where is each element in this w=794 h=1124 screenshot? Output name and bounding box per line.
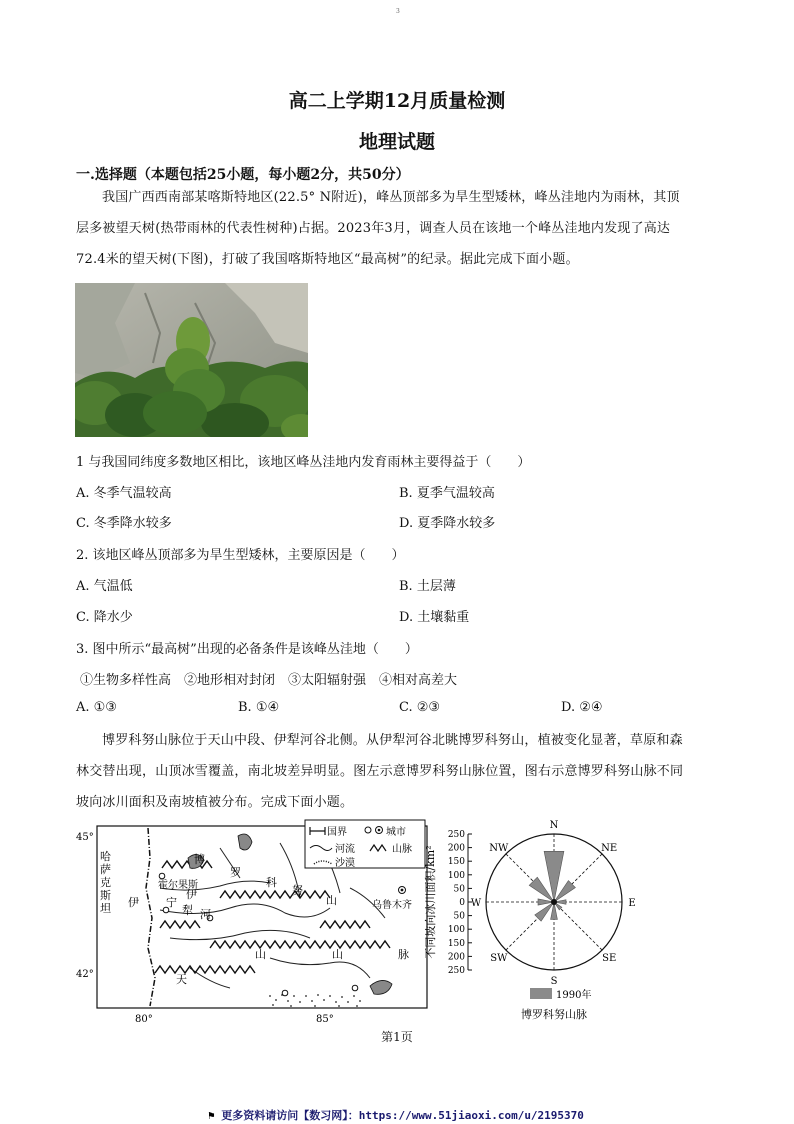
karst-forest-photo bbox=[75, 283, 308, 437]
question-2-stem: 2. 该地区峰丛顶部多为旱生型矮林，主要原因是（ ） bbox=[76, 548, 405, 563]
legend-river-label: 河流 bbox=[335, 844, 355, 855]
rose-tick-label: 0 bbox=[459, 898, 465, 908]
rose-tick-label: 100 bbox=[447, 870, 465, 881]
rose-tick-label: 50 bbox=[453, 911, 465, 922]
rose-y-axis bbox=[448, 830, 472, 976]
label-yining: 宁 bbox=[166, 896, 177, 909]
rose-direction-s: S bbox=[550, 976, 558, 987]
legend-desert-label: 沙漠 bbox=[335, 858, 355, 869]
rose-direction-se: SE bbox=[602, 953, 617, 965]
label-range: 罗 bbox=[230, 866, 241, 879]
question-3-option-b[interactable]: B. ①④ bbox=[238, 700, 280, 715]
legend-border-label: 国界 bbox=[327, 827, 347, 838]
passage-2-line: 博罗科努山脉位于天山中段、伊犁河谷北侧。从伊犁河谷北眺博罗科努山，植被变化显著，草原和森 bbox=[102, 733, 683, 748]
rose-direction-nw: NW bbox=[489, 842, 509, 854]
label-kazakhstan: 坦 bbox=[100, 902, 111, 915]
city-marker bbox=[352, 985, 358, 991]
question-3-option-a[interactable]: A. ①③ bbox=[76, 700, 117, 715]
page-title: 高二上学期12月质量检测 bbox=[288, 90, 506, 112]
label-kazakhstan: 哈 bbox=[100, 850, 111, 863]
question-2-option-d[interactable]: D. 土壤黏重 bbox=[399, 610, 470, 625]
rose-tick-label: 50 bbox=[453, 884, 465, 895]
rose-direction-ne: NE bbox=[601, 842, 618, 854]
question-3-stem: 3. 图中所示“最高树”出现的必备条件是该峰丛洼地（ ） bbox=[76, 642, 418, 657]
passage-1-line: 72.4米的望天树(下图)，打破了我国喀斯特地区“最高树”的纪录。据此完成下面小题。 bbox=[76, 252, 579, 267]
label-range: 努 bbox=[292, 884, 303, 897]
city-marker bbox=[282, 990, 288, 996]
rose-legend-label: 1990年 bbox=[556, 990, 592, 1001]
passage-1-line: 我国广西西南部某喀斯特地区(22.5° N附近)，峰丛顶部多为旱生型矮林，峰丛洼地内为雨林，其顶 bbox=[102, 190, 680, 205]
rose-legend-swatch bbox=[530, 988, 552, 999]
rose-direction-e: E bbox=[628, 898, 636, 909]
question-1-option-b[interactable]: B. 夏季气温较高 bbox=[399, 486, 495, 501]
question-1-option-c[interactable]: C. 冬季降水较多 bbox=[76, 516, 172, 531]
question-3-option-c[interactable]: C. ②③ bbox=[399, 700, 441, 715]
lon-label-right: 85° bbox=[316, 1014, 334, 1025]
label-yili: 犁 bbox=[182, 904, 193, 917]
label-tianshan: 天 bbox=[176, 973, 187, 986]
resource-link[interactable] bbox=[208, 1107, 584, 1123]
label-tianshan: 脉 bbox=[398, 948, 409, 961]
lat-label-bottom: 42° bbox=[76, 969, 94, 980]
glacier-rose-chart bbox=[420, 818, 660, 1028]
label-kazakhstan: 斯 bbox=[100, 889, 111, 902]
label-horgos: 霍尔果斯 bbox=[158, 880, 198, 891]
section-heading: 一.选择题（本题包括25小题，每小题2分，共50分） bbox=[76, 167, 410, 183]
map-legend bbox=[305, 820, 425, 869]
question-3-items: ①生物多样性高 ②地形相对封闭 ③太阳辐射强 ④相对高差大 bbox=[80, 673, 458, 688]
rose-direction-n: N bbox=[549, 820, 559, 831]
question-1-option-d[interactable]: D. 夏季降水较多 bbox=[399, 516, 496, 531]
legend-mountain-label: 山脉 bbox=[392, 844, 412, 855]
capital-marker-dot bbox=[401, 889, 404, 892]
label-yili: 伊 bbox=[186, 888, 197, 901]
label-range: 博 bbox=[194, 853, 205, 866]
location-map bbox=[70, 818, 435, 1028]
label-yili: 河 bbox=[200, 908, 211, 921]
rose-tick-label: 200 bbox=[447, 843, 465, 854]
page-footer: 第1页 bbox=[381, 1030, 413, 1044]
passage-1-line: 层多被望天树(热带雨林的代表性树种)占据。2023年3月，调查人员在该地一个峰丛洼地内发现了高达 bbox=[76, 221, 671, 236]
label-kazakhstan: 克 bbox=[100, 876, 111, 889]
passage-2 bbox=[76, 725, 716, 818]
page-subtitle: 地理试题 bbox=[358, 131, 435, 153]
rose-tick-label: 150 bbox=[447, 938, 465, 949]
rose-tick-label: 150 bbox=[447, 857, 465, 868]
label-range: 科 bbox=[266, 876, 277, 889]
label-tianshan: 山 bbox=[332, 948, 343, 961]
flag-icon: ⚑ bbox=[208, 1109, 215, 1122]
question-2-option-a[interactable]: A. 气温低 bbox=[76, 579, 133, 594]
city-marker bbox=[159, 873, 165, 879]
rose-center bbox=[551, 899, 557, 905]
question-1-option-a[interactable]: A. 冬季气温较高 bbox=[76, 486, 172, 501]
passage-2-line: 林交替出现，山顶冰雪覆盖，南北坡差异明显。图左示意博罗科努山脉位置，图右示意博罗科努山脉不同 bbox=[76, 764, 684, 779]
question-2-option-c[interactable]: C. 降水少 bbox=[76, 610, 133, 625]
passage-1 bbox=[76, 182, 716, 275]
rose-tick-label: 250 bbox=[447, 966, 465, 976]
rose-direction-w: W bbox=[470, 898, 482, 909]
passage-2-line: 坡向冰川面积及南坡植被分布。完成下面小题。 bbox=[76, 795, 354, 810]
label-tianshan: 山 bbox=[255, 948, 266, 961]
resource-link-text[interactable]: 更多资料请访问【数习网】：https://www.51jiaoxi.com/u/2195370 bbox=[221, 1109, 584, 1122]
label-kazakhstan: 萨 bbox=[100, 863, 111, 876]
rose-tick-label: 200 bbox=[447, 952, 465, 963]
rose-tick-label: 250 bbox=[447, 830, 465, 840]
label-urumqi: 乌鲁木齐 bbox=[372, 900, 412, 911]
rose-petals bbox=[529, 851, 575, 921]
label-range: 山 bbox=[326, 894, 337, 907]
question-2-option-b[interactable]: B. 土层薄 bbox=[399, 579, 456, 594]
lat-label-top: 45° bbox=[76, 832, 94, 843]
page-mark: 3 bbox=[396, 8, 400, 15]
rose-y-axis-label: 不同坡向冰川面积/km² bbox=[424, 845, 437, 959]
lon-label-left: 80° bbox=[135, 1014, 153, 1025]
legend-city-label: 城市 bbox=[386, 827, 406, 838]
question-3-option-d[interactable]: D. ②④ bbox=[561, 700, 603, 715]
label-yining: 伊 bbox=[128, 896, 139, 909]
question-1-stem: 1 与我国同纬度多数地区相比，该地区峰丛洼地内发育雨林主要得益于（ ） bbox=[76, 455, 531, 470]
rose-direction-sw: SW bbox=[490, 953, 508, 965]
rose-tick-label: 100 bbox=[447, 925, 465, 936]
rose-caption: 博罗科努山脉 bbox=[521, 1008, 587, 1021]
